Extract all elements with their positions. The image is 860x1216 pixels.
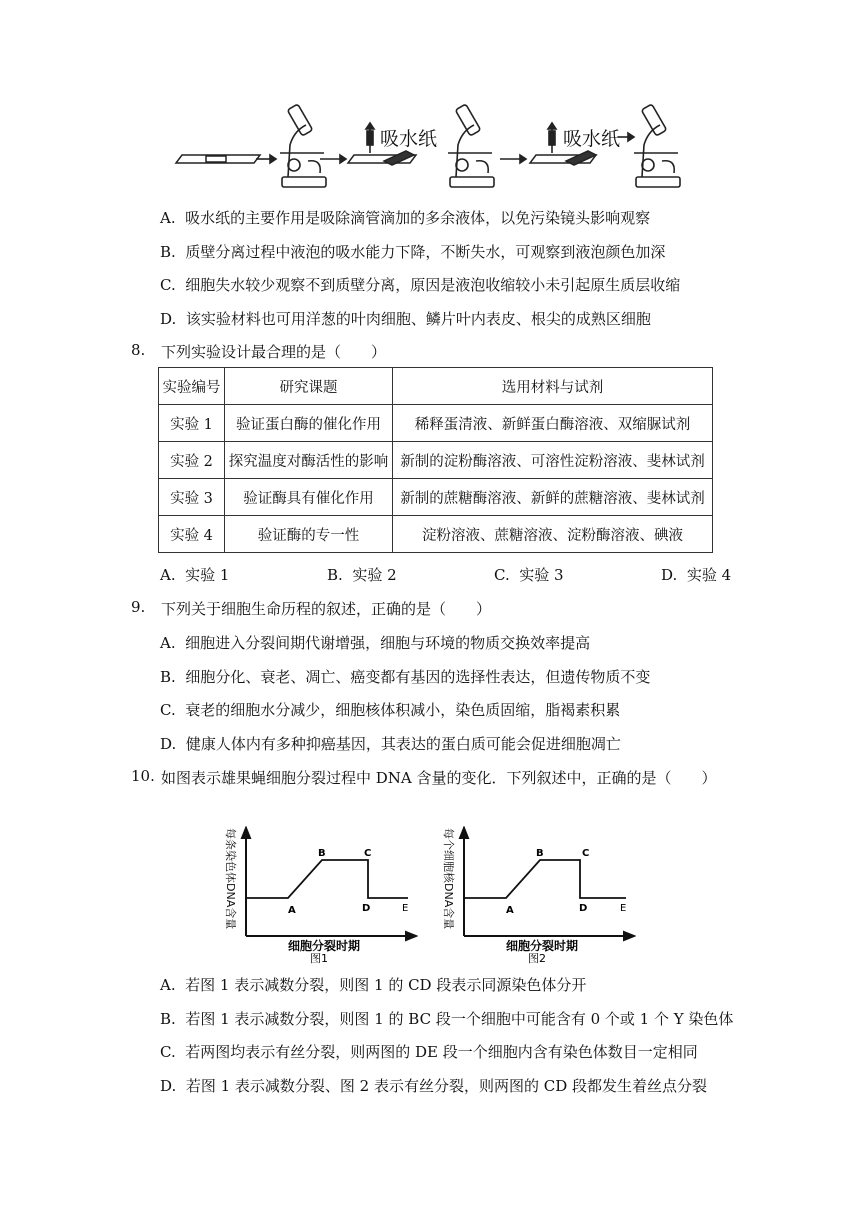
option-text: 若图 1 表示减数分裂，则图 1 的 BC 段一个细胞中可能含有 0 个或 1 个 Y 染色体	[185, 1010, 734, 1028]
option-text: 实验 2	[352, 566, 397, 584]
microscope-icon-2	[448, 104, 494, 187]
q10-figure-1	[218, 826, 418, 964]
q9-option-b[interactable]	[160, 666, 650, 687]
option-text: 细胞失水较少观察不到质壁分离，原因是液泡收缩较小未引起原生质层收缩	[185, 276, 681, 294]
q9-option-d[interactable]	[160, 733, 621, 754]
option-letter: B.	[160, 243, 176, 261]
point-b: B	[536, 848, 544, 859]
option-letter: D.	[160, 310, 177, 328]
option-letter: D.	[661, 566, 678, 584]
glass-slide-1	[176, 155, 260, 163]
figure-2-axes	[460, 828, 634, 940]
table-cell: 实验 3	[159, 479, 225, 516]
q10-figure-2	[436, 826, 636, 964]
option-letter: B.	[327, 566, 343, 584]
arrow-4	[618, 133, 634, 141]
q8-stem: 下列实验设计最合理的是（ ）	[161, 343, 387, 361]
q10-option-b[interactable]	[160, 1008, 733, 1029]
q9-option-c[interactable]	[160, 699, 620, 720]
q8-option-b[interactable]	[327, 564, 397, 585]
option-text: 质壁分离过程中液泡的吸水能力下降，不断失水，可观察到液泡颜色加深	[185, 243, 666, 261]
figure-2-xlabel: 细胞分裂时期	[506, 939, 579, 953]
option-letter: D.	[160, 735, 177, 753]
q8-experiment-table	[158, 367, 713, 553]
figure-1-xlabel: 细胞分裂时期	[288, 939, 361, 953]
q10-number: 10.	[131, 767, 155, 785]
q7-option-d[interactable]	[160, 308, 651, 329]
point-a: A	[506, 905, 514, 916]
point-d: D	[362, 903, 371, 914]
table-row	[159, 442, 713, 479]
point-e: E	[620, 903, 627, 914]
option-text: 吸水纸的主要作用是吸除滴管滴加的多余液体，以免污染镜头影响观察	[185, 209, 651, 227]
option-letter: C.	[160, 1043, 176, 1061]
q10-option-d[interactable]	[160, 1075, 707, 1096]
option-text: 实验 1	[185, 566, 230, 584]
q8-number: 8.	[131, 341, 146, 359]
q10-option-a[interactable]	[160, 974, 586, 995]
option-letter: C.	[160, 701, 176, 719]
option-text: 衰老的细胞水分减少，细胞核体积减小，染色质固缩，脂褐素积累	[185, 701, 621, 719]
option-letter: A.	[160, 634, 176, 652]
table-cell: 探究温度对酶活性的影响	[225, 442, 393, 479]
table-cell: 验证蛋白酶的催化作用	[225, 405, 393, 442]
table-cell: 实验 2	[159, 442, 225, 479]
dropper-icon-1	[366, 123, 374, 153]
point-c: C	[582, 848, 590, 859]
option-letter: A.	[160, 566, 176, 584]
option-letter: A.	[160, 209, 176, 227]
option-text: 若图 1 表示减数分裂，则图 1 的 CD 段表示同源染色体分开	[185, 976, 587, 994]
point-c: C	[364, 848, 372, 859]
arrow-2	[320, 155, 346, 163]
option-text: 若两图均表示有丝分裂，则两图的 DE 段一个细胞内含有染色体数目一定相同	[185, 1043, 698, 1061]
option-text: 细胞进入分裂间期代谢增强，细胞与环境的物质交换效率提高	[185, 634, 591, 652]
figure-2-curve	[464, 860, 626, 898]
q7-option-c[interactable]	[160, 274, 680, 295]
absorbent-paper-label-2: 吸水纸	[563, 128, 621, 150]
glass-slide-3	[530, 151, 596, 165]
table-header-cell: 实验编号	[159, 368, 225, 405]
table-cell: 新制的蔗糖酶溶液、新鲜的蔗糖溶液、斐林试剂	[393, 479, 713, 516]
option-letter: D.	[160, 1077, 177, 1095]
point-e: E	[402, 903, 409, 914]
absorbent-paper-label-1: 吸水纸	[380, 128, 438, 150]
point-d: D	[579, 903, 588, 914]
figure-1-curve	[246, 860, 408, 898]
figure-1-ylabel: 每条染色体DNA含量	[224, 828, 237, 930]
option-letter: B.	[160, 668, 176, 686]
q8-option-a[interactable]	[160, 564, 229, 585]
figure-1-caption: 图1	[310, 952, 328, 964]
point-a: A	[288, 905, 296, 916]
option-text: 若图 1 表示减数分裂、图 2 表示有丝分裂，则两图的 CD 段都发生着丝点分裂	[185, 1077, 708, 1095]
option-text: 细胞分化、衰老、凋亡、癌变都有基因的选择性表达，但遗传物质不变	[185, 668, 651, 686]
q7-option-b[interactable]	[160, 241, 665, 262]
q10-option-c[interactable]	[160, 1041, 698, 1062]
glass-slide-2	[348, 151, 416, 165]
table-cell: 稀释蛋清液、新鲜蛋白酶溶液、双缩脲试剂	[393, 405, 713, 442]
figure-2-caption: 图2	[528, 952, 546, 964]
table-cell: 淀粉溶液、蔗糖溶液、淀粉酶溶液、碘液	[393, 516, 713, 553]
q9-number: 9.	[131, 598, 146, 616]
q8-option-c[interactable]	[494, 564, 564, 585]
table-header-cell: 研究课题	[225, 368, 393, 405]
q9-stem: 下列关于细胞生命历程的叙述，正确的是（ ）	[161, 600, 492, 618]
q8-option-d[interactable]	[661, 564, 731, 585]
option-text: 实验 4	[686, 566, 732, 584]
table-cell: 实验 4	[159, 516, 225, 553]
option-text: 健康人体内有多种抑癌基因，其表达的蛋白质可能会促进细胞凋亡	[185, 735, 621, 753]
option-text: 实验 3	[519, 566, 564, 584]
table-header-cell: 选用材料与试剂	[393, 368, 713, 405]
q7-option-a[interactable]	[160, 207, 650, 228]
table-row	[159, 479, 713, 516]
table-cell: 新制的淀粉酶溶液、可溶性淀粉溶液、斐林试剂	[393, 442, 713, 479]
table-header-row	[159, 368, 713, 405]
option-letter: B.	[160, 1010, 176, 1028]
figure-1-axes	[242, 828, 416, 940]
table-cell: 验证酶的专一性	[225, 516, 393, 553]
table-cell: 实验 1	[159, 405, 225, 442]
q7-procedure-figure	[170, 95, 690, 195]
q10-stem: 如图表示雄果蝇细胞分裂过程中 DNA 含量的变化．下列叙述中，正确的是（ ）	[161, 769, 717, 787]
point-b: B	[318, 848, 326, 859]
table-cell: 验证酶具有催化作用	[225, 479, 393, 516]
microscope-icon-1	[280, 104, 326, 187]
arrow-3	[500, 155, 526, 163]
dropper-icon-2	[548, 123, 556, 153]
table-row	[159, 516, 713, 553]
microscope-icon-3	[634, 104, 680, 187]
option-letter: C.	[160, 276, 176, 294]
table-row	[159, 405, 713, 442]
q9-option-a[interactable]	[160, 632, 590, 653]
figure-2-ylabel: 每个细胞核DNA含量	[442, 828, 455, 930]
option-letter: C.	[494, 566, 510, 584]
option-text: 该实验材料也可用洋葱的叶肉细胞、鳞片叶内表皮、根尖的成熟区细胞	[185, 310, 651, 328]
option-letter: A.	[160, 976, 176, 994]
